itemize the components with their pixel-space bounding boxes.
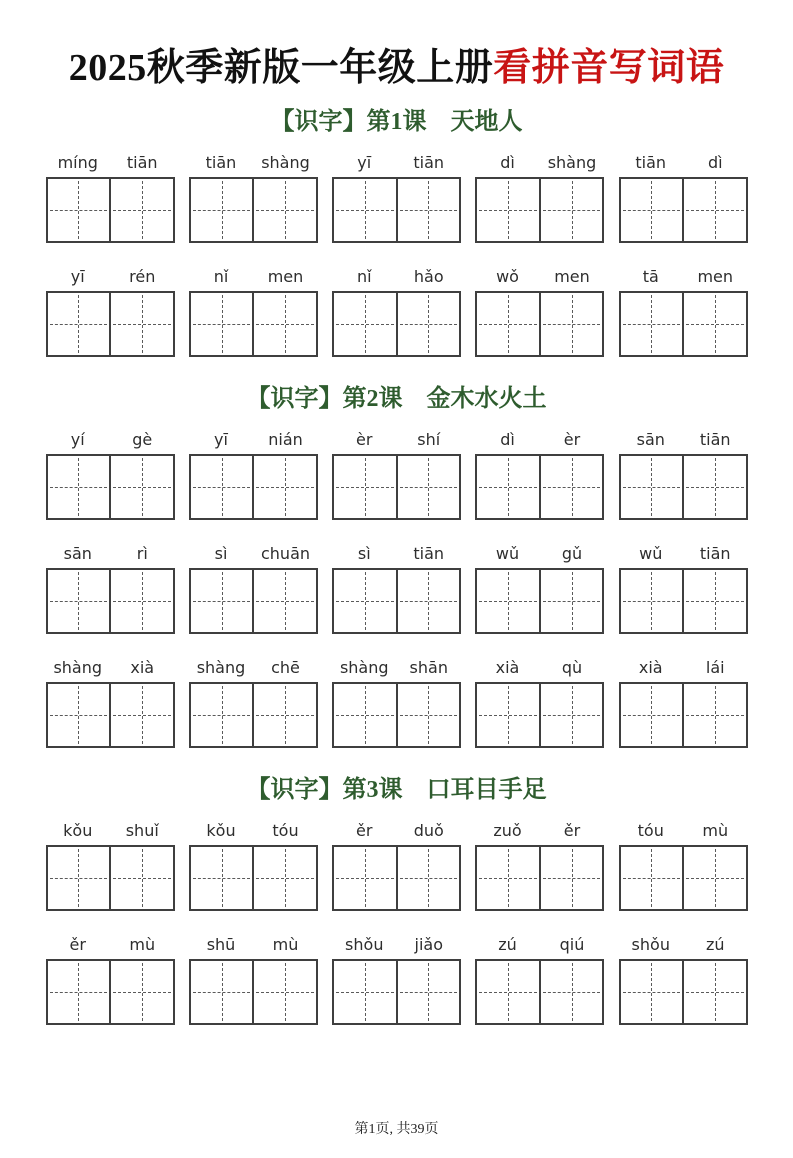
pinyin-row bbox=[332, 264, 461, 286]
writing-cell bbox=[539, 961, 603, 1023]
pinyin-row bbox=[619, 541, 748, 563]
page-footer: 第1页, 共39页 bbox=[354, 1122, 439, 1137]
writing-boxes bbox=[619, 845, 748, 911]
pinyin-row bbox=[332, 818, 461, 840]
word-group bbox=[189, 655, 318, 748]
pinyin-syllable: xià bbox=[495, 658, 520, 678]
word-row bbox=[46, 818, 748, 911]
pinyin-syllable: tóu bbox=[272, 821, 299, 841]
writing-boxes bbox=[46, 291, 175, 357]
writing-cell bbox=[48, 961, 110, 1023]
pinyin-row bbox=[475, 427, 604, 449]
writing-cell bbox=[48, 847, 110, 909]
writing-cell bbox=[191, 570, 253, 632]
pinyin-row bbox=[619, 818, 748, 840]
writing-boxes bbox=[189, 845, 318, 911]
pinyin-syllable: tiān bbox=[413, 544, 445, 564]
word-group bbox=[619, 541, 748, 634]
word-group bbox=[475, 427, 604, 520]
pinyin-syllable: mù bbox=[129, 935, 156, 955]
writing-cell bbox=[48, 456, 110, 518]
pinyin-syllable: ěr bbox=[563, 821, 581, 841]
writing-cell bbox=[334, 179, 396, 241]
pinyin-syllable: tā bbox=[642, 267, 659, 287]
writing-cell bbox=[191, 179, 253, 241]
pinyin-syllable: yī bbox=[357, 153, 372, 173]
writing-cell bbox=[252, 293, 316, 355]
pinyin-syllable: tóu bbox=[637, 821, 664, 841]
writing-cell bbox=[334, 293, 396, 355]
pinyin-syllable: rì bbox=[136, 544, 148, 564]
writing-boxes bbox=[46, 454, 175, 520]
section-header: 【识字】第1课 天地人 bbox=[270, 109, 523, 135]
worksheet-body bbox=[0, 101, 793, 1025]
writing-boxes bbox=[46, 959, 175, 1025]
pinyin-syllable: èr bbox=[563, 430, 581, 450]
writing-cell bbox=[109, 570, 173, 632]
pinyin-row bbox=[332, 150, 461, 172]
pinyin-syllable: shàng bbox=[196, 658, 246, 678]
pinyin-row bbox=[46, 541, 175, 563]
writing-boxes bbox=[46, 845, 175, 911]
pinyin-syllable: dì bbox=[500, 430, 515, 450]
writing-cell bbox=[48, 684, 110, 746]
pinyin-syllable: zuǒ bbox=[493, 821, 522, 841]
writing-cell bbox=[396, 684, 460, 746]
writing-cell bbox=[682, 293, 746, 355]
word-group bbox=[475, 932, 604, 1025]
writing-cell bbox=[621, 293, 683, 355]
pinyin-syllable: shàng bbox=[339, 658, 389, 678]
writing-cell bbox=[539, 179, 603, 241]
writing-boxes bbox=[475, 177, 604, 243]
pinyin-syllable: men bbox=[697, 267, 734, 287]
section-lesson-1 bbox=[0, 101, 793, 357]
word-group bbox=[189, 427, 318, 520]
word-group bbox=[332, 427, 461, 520]
writing-cell bbox=[334, 570, 396, 632]
pinyin-syllable: tiān bbox=[699, 544, 731, 564]
word-group bbox=[46, 818, 175, 911]
pinyin-syllable: men bbox=[554, 267, 590, 287]
word-group bbox=[475, 541, 604, 634]
pinyin-syllable: tiān bbox=[413, 153, 445, 173]
section-lesson-2 bbox=[0, 378, 793, 748]
writing-cell bbox=[682, 456, 746, 518]
word-row bbox=[46, 150, 748, 243]
pinyin-syllable: yí bbox=[70, 430, 85, 450]
page-title bbox=[0, 36, 793, 91]
writing-cell bbox=[477, 847, 539, 909]
writing-cell bbox=[252, 961, 316, 1023]
writing-boxes bbox=[332, 177, 461, 243]
pinyin-syllable: men bbox=[267, 267, 304, 287]
writing-cell bbox=[477, 570, 539, 632]
writing-cell bbox=[48, 570, 110, 632]
writing-cell bbox=[682, 684, 746, 746]
pinyin-syllable: nián bbox=[268, 430, 303, 450]
pinyin-row bbox=[46, 932, 175, 954]
writing-cell bbox=[252, 179, 316, 241]
writing-cell bbox=[334, 456, 396, 518]
word-group bbox=[332, 264, 461, 357]
pinyin-syllable: sān bbox=[63, 544, 92, 564]
writing-boxes bbox=[475, 568, 604, 634]
pinyin-syllable: gǔ bbox=[561, 544, 583, 564]
writing-boxes bbox=[475, 454, 604, 520]
pinyin-row bbox=[475, 150, 604, 172]
word-row bbox=[46, 655, 748, 748]
writing-boxes bbox=[619, 454, 748, 520]
pinyin-syllable: dì bbox=[500, 153, 515, 173]
word-group bbox=[619, 150, 748, 243]
writing-cell bbox=[539, 570, 603, 632]
writing-boxes bbox=[332, 682, 461, 748]
pinyin-syllable: míng bbox=[57, 153, 98, 173]
word-row bbox=[46, 541, 748, 634]
pinyin-row bbox=[189, 655, 318, 677]
word-row bbox=[46, 427, 748, 520]
pinyin-syllable: nǐ bbox=[356, 267, 372, 287]
writing-cell bbox=[396, 456, 460, 518]
writing-cell bbox=[334, 847, 396, 909]
pinyin-syllable: gè bbox=[132, 430, 153, 450]
pinyin-syllable: ěr bbox=[356, 821, 373, 841]
pinyin-syllable: shuǐ bbox=[125, 821, 159, 841]
writing-cell bbox=[252, 570, 316, 632]
word-group bbox=[619, 932, 748, 1025]
pinyin-row bbox=[475, 264, 604, 286]
writing-cell bbox=[334, 684, 396, 746]
pinyin-syllable: shǒu bbox=[631, 935, 670, 955]
writing-boxes bbox=[189, 454, 318, 520]
word-group bbox=[619, 818, 748, 911]
pinyin-row bbox=[332, 655, 461, 677]
word-group bbox=[189, 818, 318, 911]
writing-boxes bbox=[189, 291, 318, 357]
pinyin-row bbox=[46, 150, 175, 172]
writing-boxes bbox=[619, 568, 748, 634]
pinyin-syllable: wǔ bbox=[495, 544, 520, 564]
pinyin-syllable: tiān bbox=[699, 430, 731, 450]
writing-cell bbox=[477, 179, 539, 241]
pinyin-syllable: yī bbox=[214, 430, 228, 450]
section-rows bbox=[46, 150, 748, 357]
word-group bbox=[332, 932, 461, 1025]
word-group bbox=[619, 427, 748, 520]
pinyin-syllable: shū bbox=[206, 935, 236, 955]
word-group bbox=[619, 655, 748, 748]
pinyin-row bbox=[475, 541, 604, 563]
writing-cell bbox=[48, 179, 110, 241]
writing-cell bbox=[539, 293, 603, 355]
pinyin-syllable: mù bbox=[702, 821, 729, 841]
pinyin-syllable: qù bbox=[561, 658, 583, 678]
writing-cell bbox=[48, 293, 110, 355]
pinyin-syllable: wǒ bbox=[496, 267, 519, 287]
pinyin-syllable: tiān bbox=[205, 153, 237, 173]
pinyin-syllable: sì bbox=[357, 544, 371, 564]
writing-cell bbox=[539, 456, 603, 518]
writing-cell bbox=[191, 293, 253, 355]
writing-boxes bbox=[619, 959, 748, 1025]
word-group bbox=[475, 150, 604, 243]
writing-cell bbox=[252, 456, 316, 518]
word-group bbox=[475, 655, 604, 748]
word-group bbox=[332, 655, 461, 748]
writing-cell bbox=[477, 684, 539, 746]
writing-cell bbox=[477, 961, 539, 1023]
pinyin-row bbox=[332, 541, 461, 563]
word-row bbox=[46, 264, 748, 357]
writing-boxes bbox=[475, 291, 604, 357]
pinyin-row bbox=[619, 655, 748, 677]
pinyin-syllable: chē bbox=[271, 658, 300, 678]
section-rows bbox=[46, 818, 748, 1025]
writing-cell bbox=[621, 570, 683, 632]
pinyin-syllable: xià bbox=[638, 658, 663, 678]
pinyin-syllable: qiú bbox=[559, 935, 585, 955]
writing-boxes bbox=[332, 568, 461, 634]
pinyin-syllable: zú bbox=[705, 935, 725, 955]
writing-cell bbox=[109, 456, 173, 518]
writing-cell bbox=[396, 847, 460, 909]
writing-boxes bbox=[189, 959, 318, 1025]
writing-cell bbox=[191, 684, 253, 746]
pinyin-syllable: tiān bbox=[126, 153, 158, 173]
pinyin-row bbox=[189, 932, 318, 954]
writing-cell bbox=[539, 684, 603, 746]
section-header: 【识字】第2课 金木水火土 bbox=[246, 386, 547, 412]
writing-cell bbox=[539, 847, 603, 909]
pinyin-row bbox=[619, 150, 748, 172]
writing-cell bbox=[621, 961, 683, 1023]
section-rows bbox=[46, 427, 748, 748]
writing-cell bbox=[682, 570, 746, 632]
pinyin-syllable: chuān bbox=[260, 544, 311, 564]
pinyin-syllable: wǔ bbox=[639, 544, 663, 564]
pinyin-syllable: kǒu bbox=[63, 821, 93, 841]
pinyin-row bbox=[46, 264, 175, 286]
writing-cell bbox=[109, 961, 173, 1023]
writing-cell bbox=[109, 847, 173, 909]
pinyin-syllable: shǒu bbox=[345, 935, 384, 955]
writing-boxes bbox=[475, 682, 604, 748]
pinyin-syllable: tiān bbox=[635, 153, 667, 173]
pinyin-row bbox=[189, 150, 318, 172]
pinyin-syllable: yī bbox=[70, 267, 85, 287]
writing-cell bbox=[109, 179, 173, 241]
section-lesson-3 bbox=[0, 769, 793, 1025]
pinyin-syllable: shàng bbox=[53, 658, 103, 678]
word-group bbox=[46, 932, 175, 1025]
pinyin-syllable: duǒ bbox=[413, 821, 444, 841]
pinyin-syllable: mù bbox=[272, 935, 299, 955]
pinyin-row bbox=[189, 818, 318, 840]
writing-boxes bbox=[619, 682, 748, 748]
pinyin-syllable: hǎo bbox=[413, 267, 444, 287]
writing-cell bbox=[334, 961, 396, 1023]
pinyin-syllable: shān bbox=[409, 658, 448, 678]
pinyin-row bbox=[619, 427, 748, 449]
writing-cell bbox=[191, 847, 253, 909]
writing-cell bbox=[396, 961, 460, 1023]
writing-boxes bbox=[332, 291, 461, 357]
writing-boxes bbox=[46, 177, 175, 243]
pinyin-row bbox=[332, 932, 461, 954]
word-group bbox=[332, 818, 461, 911]
pinyin-row bbox=[46, 655, 175, 677]
pinyin-row bbox=[619, 932, 748, 954]
pinyin-syllable: dì bbox=[707, 153, 723, 173]
writing-cell bbox=[682, 847, 746, 909]
word-group bbox=[189, 150, 318, 243]
writing-cell bbox=[396, 179, 460, 241]
writing-boxes bbox=[46, 682, 175, 748]
pinyin-syllable: shàng bbox=[547, 153, 597, 173]
pinyin-row bbox=[189, 427, 318, 449]
writing-cell bbox=[191, 961, 253, 1023]
writing-boxes bbox=[475, 845, 604, 911]
pinyin-syllable: xià bbox=[130, 658, 155, 678]
word-group bbox=[332, 541, 461, 634]
writing-cell bbox=[477, 456, 539, 518]
pinyin-row bbox=[332, 427, 461, 449]
pinyin-syllable: ěr bbox=[69, 935, 86, 955]
pinyin-row bbox=[475, 655, 604, 677]
word-group bbox=[619, 264, 748, 357]
pinyin-row bbox=[46, 818, 175, 840]
writing-boxes bbox=[189, 682, 318, 748]
pinyin-row bbox=[475, 818, 604, 840]
word-group bbox=[189, 541, 318, 634]
pinyin-syllable: zú bbox=[498, 935, 517, 955]
pinyin-syllable: lái bbox=[705, 658, 725, 678]
writing-cell bbox=[252, 847, 316, 909]
writing-boxes bbox=[619, 177, 748, 243]
word-group bbox=[189, 932, 318, 1025]
pinyin-syllable: sì bbox=[214, 544, 228, 564]
writing-boxes bbox=[332, 959, 461, 1025]
pinyin-row bbox=[475, 932, 604, 954]
pinyin-row bbox=[189, 264, 318, 286]
section-header: 【识字】第3课 口耳目手足 bbox=[246, 777, 547, 803]
writing-cell bbox=[621, 456, 683, 518]
pinyin-syllable: nǐ bbox=[213, 267, 229, 287]
word-group bbox=[46, 655, 175, 748]
writing-cell bbox=[477, 293, 539, 355]
writing-cell bbox=[621, 684, 683, 746]
writing-cell bbox=[621, 847, 683, 909]
writing-boxes bbox=[46, 568, 175, 634]
pinyin-row bbox=[46, 427, 175, 449]
word-group bbox=[46, 150, 175, 243]
writing-cell bbox=[252, 684, 316, 746]
writing-cell bbox=[682, 961, 746, 1023]
pinyin-syllable: shí bbox=[417, 430, 441, 450]
word-group bbox=[332, 150, 461, 243]
writing-cell bbox=[191, 456, 253, 518]
writing-cell bbox=[621, 179, 683, 241]
writing-boxes bbox=[475, 959, 604, 1025]
word-group bbox=[189, 264, 318, 357]
writing-cell bbox=[396, 570, 460, 632]
writing-boxes bbox=[332, 454, 461, 520]
writing-boxes bbox=[332, 845, 461, 911]
writing-cell bbox=[109, 684, 173, 746]
word-group bbox=[475, 264, 604, 357]
writing-boxes bbox=[189, 177, 318, 243]
word-group bbox=[46, 427, 175, 520]
pinyin-row bbox=[619, 264, 748, 286]
page-title-red: 看拼音写词语 bbox=[493, 47, 725, 89]
word-group bbox=[475, 818, 604, 911]
pinyin-row bbox=[189, 541, 318, 563]
writing-cell bbox=[109, 293, 173, 355]
pinyin-syllable: sān bbox=[636, 430, 665, 450]
pinyin-syllable: rén bbox=[129, 267, 156, 287]
writing-cell bbox=[682, 179, 746, 241]
writing-cell bbox=[396, 293, 460, 355]
writing-boxes bbox=[619, 291, 748, 357]
word-group bbox=[46, 541, 175, 634]
pinyin-syllable: èr bbox=[356, 430, 373, 450]
pinyin-syllable: kǒu bbox=[206, 821, 236, 841]
word-row bbox=[46, 932, 748, 1025]
pinyin-syllable: jiǎo bbox=[414, 935, 443, 955]
page-title-black: 2025秋季新版一年级上册 bbox=[68, 47, 494, 89]
word-group bbox=[46, 264, 175, 357]
writing-boxes bbox=[189, 568, 318, 634]
pinyin-syllable: shàng bbox=[261, 153, 310, 173]
